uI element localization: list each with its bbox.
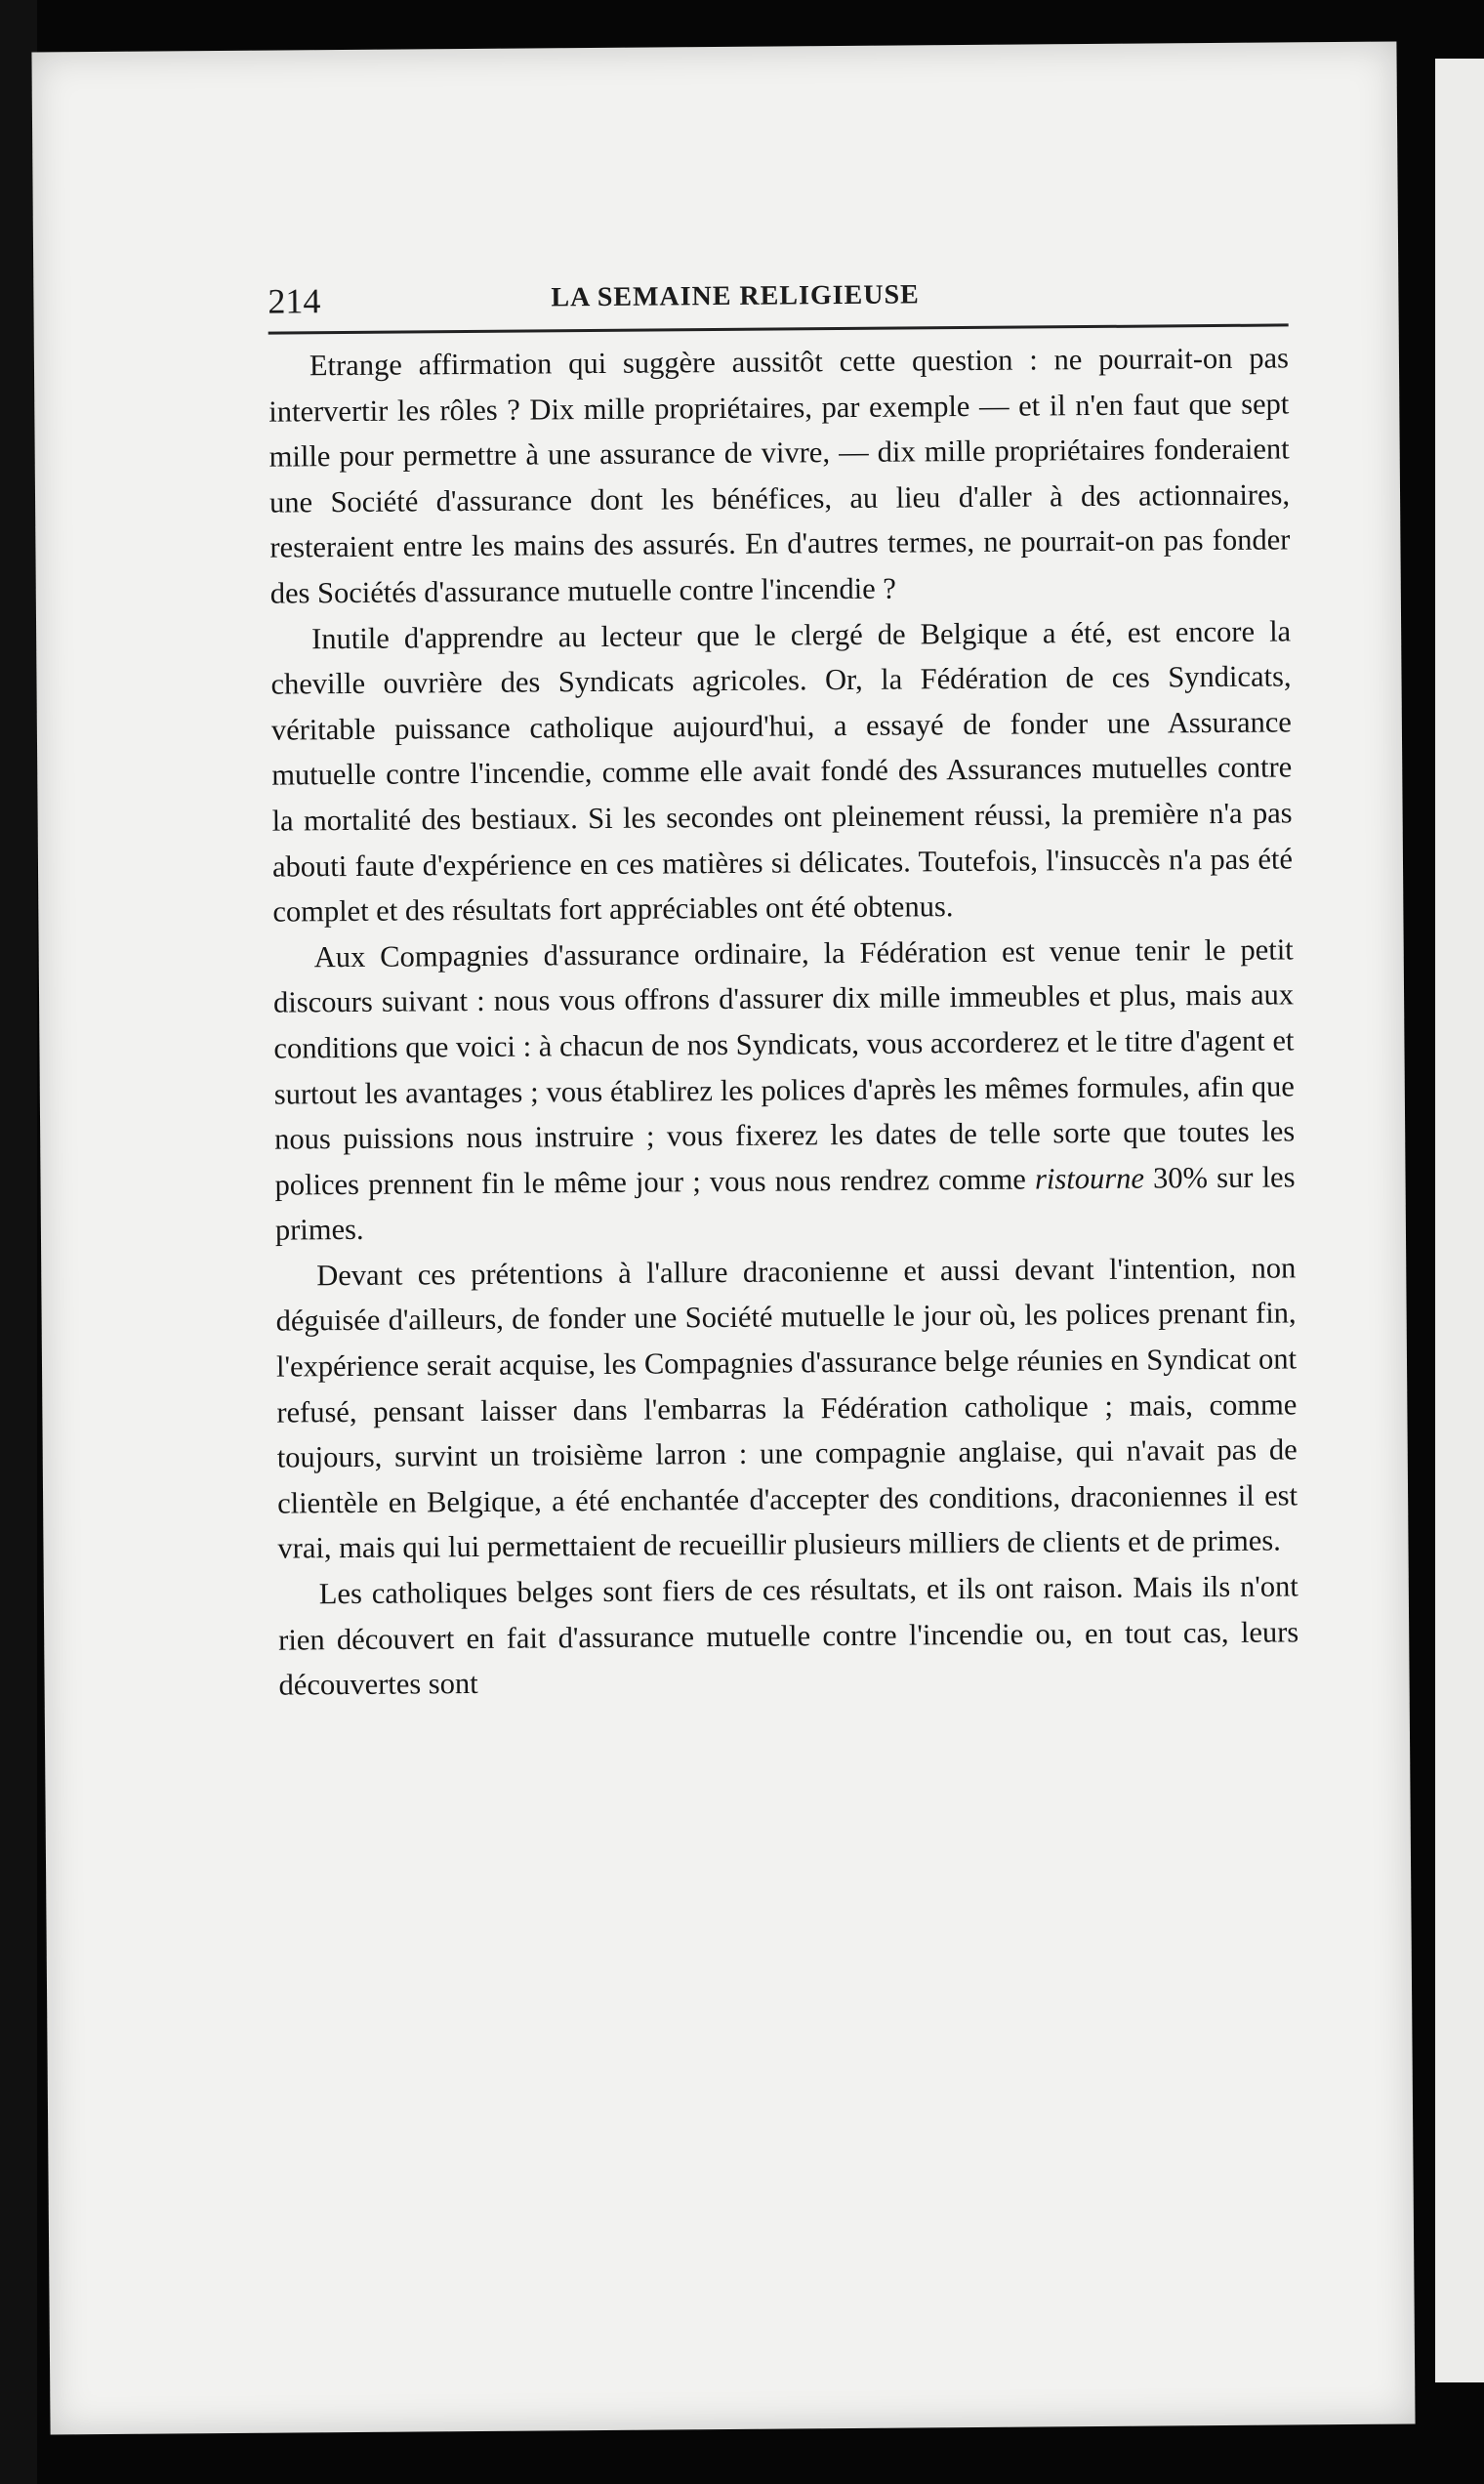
book-page <box>31 42 1415 2435</box>
paragraph-text: 30% sur les primes. <box>274 1160 1296 1247</box>
page-header <box>268 269 1288 334</box>
body-text <box>268 335 1299 1708</box>
adjacent-page-edge <box>1435 59 1484 2382</box>
italic-term: ristourne <box>1034 1161 1145 1196</box>
paragraph: Devant ces prétentions à l'allure draconienne et aussi devant l'intention, non déguisée d'ailleurs, de fonder une Société mutuelle le jour où, les polices prenant fin, l'expérience serait acquise, les Compagnies d'assurance belge réunies en Syndicat ont refusé, pensant laisser dans l'embarras la Fédération catholique ; mais, comme toujours, survint un troisième larron : une compagnie anglaise, qui n'avait pas de clientèle en Belgique, a été enchantée d'accepter des conditions, draconiennes il est vrai, mais qui lui permettaient de recueillir plusieurs milliers de clients et de primes. <box>275 1251 1298 1566</box>
scan-left-border <box>0 0 37 2484</box>
paragraph-text: Aux Compagnies d'assurance ordinaire, la Fédération est venue tenir le petit discours suivant : nous vous offrons d'assurer dix mille immeubles et plus, mais aux conditions que voici : à chacun de nos Syndicats, vous accorderez et le titre d'agent et surtout les avantages ; vous établirez les polices d'après les mêmes formules, afin que nous puissions nous instruire ; vous fixerez les dates de telle sorte que toutes les polices prennent fin le même jour ; vous nous rendrez comme <box>272 932 1296 1202</box>
page-number: 214 <box>268 281 321 321</box>
paragraph <box>273 927 1297 1253</box>
running-head: LA SEMAINE RELIGIEUSE <box>551 279 920 313</box>
paragraph: Inutile d'apprendre au lecteur que le clergé de Belgique a été, est encore la cheville ouvrière des Syndicats agricoles. Or, la Fédération de ces Syndicats, véritable puissance catholique aujourd'hui, a essayé de fonder une Assurance mutuelle contre l'incendie, comme elle avait fondé des Assurances mutuelles contre la mortalité des bestiaux. Si les secondes ont pleinement réussi, la première n'a pas abouti faute d'expérience en ces matières si délicates. Toutefois, l'insuccès n'a pas été complet et des résultats fort appréciables ont été obtenus. <box>270 613 1294 929</box>
paragraph: Etrange affirmation qui suggère aussitôt cette question : ne pourrait-on pas intervertir les rôles ? Dix mille propriétaires, par exemple — et il n'en faut que sept mille pour permettre à une assurance de vivre, — dix mille propriétaires fonderaient une Société d'assurance dont les bénéfices, au lieu d'aller à des actionnaires, resteraient entre les mains des assurés. En d'autres termes, ne pourrait-on pas fonder des Sociétés d'assurance mutuelle contre l'incendie ? <box>268 341 1291 610</box>
paragraph: Les catholiques belges sont fiers de ces résultats, et ils ont raison. Mais ils n'ont rien découvert en fait d'assurance mutuelle contre l'incendie ou, en tout cas, leurs découvertes sont <box>278 1569 1299 1702</box>
